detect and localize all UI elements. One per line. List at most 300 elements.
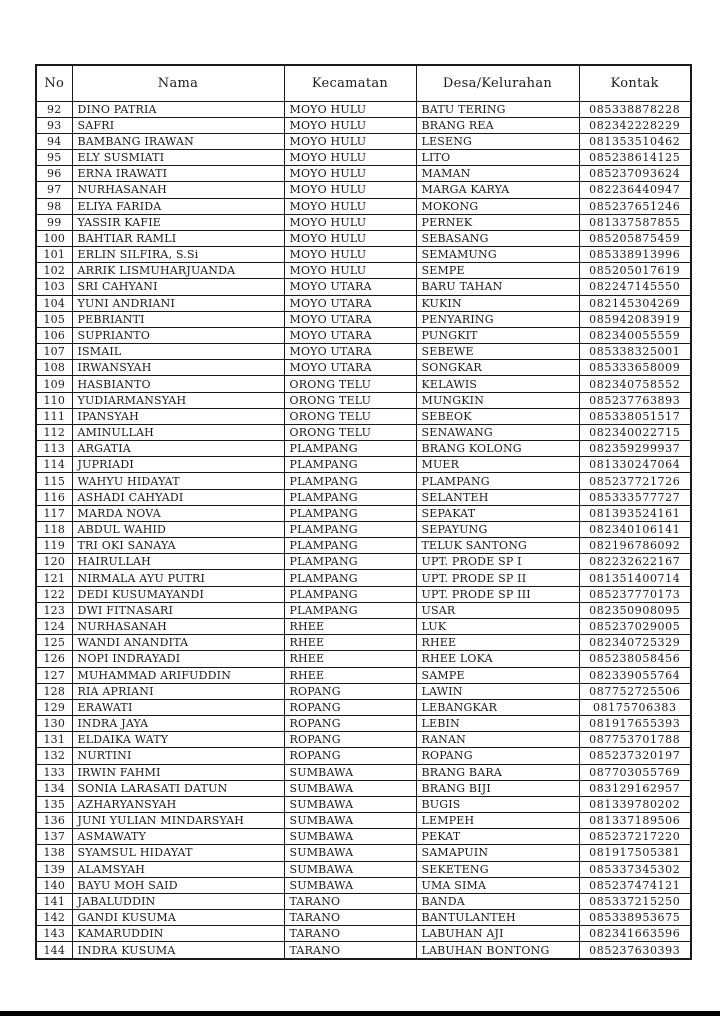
cell-nama: NURHASANAH <box>72 182 284 198</box>
cell-desa-kelurahan: SEMPE <box>416 263 579 279</box>
cell-kecamatan: PLAMPANG <box>284 441 416 457</box>
cell-no: 126 <box>36 651 72 667</box>
cell-no: 110 <box>36 392 72 408</box>
cell-nama: PEBRIANTI <box>72 311 284 327</box>
cell-kontak: 085338325001 <box>579 344 691 360</box>
cell-no: 109 <box>36 376 72 392</box>
cell-nama: KAMARUDDIN <box>72 926 284 942</box>
cell-kontak: 081337189506 <box>579 813 691 829</box>
table-row <box>36 910 691 926</box>
cell-kontak: 081917655393 <box>579 716 691 732</box>
cell-kecamatan: MOYO UTARA <box>284 327 416 343</box>
cell-kecamatan: ROPANG <box>284 683 416 699</box>
table-row <box>36 780 691 796</box>
cell-desa-kelurahan: SEMAMUNG <box>416 247 579 263</box>
cell-nama: TRI OKI SANAYA <box>72 538 284 554</box>
cell-kecamatan: RHEE <box>284 635 416 651</box>
table-row <box>36 473 691 489</box>
cell-no: 94 <box>36 133 72 149</box>
cell-kecamatan: PLAMPANG <box>284 570 416 586</box>
cell-desa-kelurahan: LEBIN <box>416 716 579 732</box>
table-row <box>36 796 691 812</box>
header-nama: Nama <box>72 65 284 101</box>
table-row <box>36 667 691 683</box>
cell-kecamatan: MOYO UTARA <box>284 311 416 327</box>
cell-kontak: 085237093624 <box>579 166 691 182</box>
cell-no: 134 <box>36 780 72 796</box>
cell-no: 99 <box>36 214 72 230</box>
header-desa-kelurahan: Desa/Kelurahan <box>416 65 579 101</box>
cell-desa-kelurahan: PENYARING <box>416 311 579 327</box>
cell-kontak: 082340106141 <box>579 521 691 537</box>
cell-kontak: 085333577727 <box>579 489 691 505</box>
cell-nama: INDRA KUSUMA <box>72 942 284 959</box>
cell-kecamatan: MOYO HULU <box>284 198 416 214</box>
cell-kecamatan: SUMBAWA <box>284 877 416 893</box>
cell-kontak: 087752725506 <box>579 683 691 699</box>
cell-kecamatan: ROPANG <box>284 699 416 715</box>
cell-nama: HASBIANTO <box>72 376 284 392</box>
cell-desa-kelurahan: PUNGKIT <box>416 327 579 343</box>
cell-kontak: 081330247064 <box>579 457 691 473</box>
cell-nama: BAYU MOH SAID <box>72 877 284 893</box>
cell-desa-kelurahan: SAMPE <box>416 667 579 683</box>
cell-nama: ELIYA FARIDA <box>72 198 284 214</box>
cell-desa-kelurahan: BANDA <box>416 893 579 909</box>
table-row <box>36 813 691 829</box>
cell-kecamatan: ORONG TELU <box>284 392 416 408</box>
table-row <box>36 327 691 343</box>
table-row <box>36 489 691 505</box>
cell-nama: ISMAIL <box>72 344 284 360</box>
cell-nama: ABDUL WAHID <box>72 521 284 537</box>
cell-no: 142 <box>36 910 72 926</box>
cell-kecamatan: MOYO HULU <box>284 117 416 133</box>
table-row <box>36 942 691 959</box>
cell-nama: SYAMSUL HIDAYAT <box>72 845 284 861</box>
table-row <box>36 166 691 182</box>
cell-kontak: 082145304269 <box>579 295 691 311</box>
cell-kontak: 085237763893 <box>579 392 691 408</box>
table-row <box>36 829 691 845</box>
cell-kontak: 082340022715 <box>579 424 691 440</box>
cell-desa-kelurahan: BARU TAHAN <box>416 279 579 295</box>
cell-kontak: 087703055769 <box>579 764 691 780</box>
table-row <box>36 295 691 311</box>
cell-kecamatan: PLAMPANG <box>284 489 416 505</box>
table-row <box>36 214 691 230</box>
table-row <box>36 150 691 166</box>
cell-kecamatan: MOYO HULU <box>284 150 416 166</box>
cell-nama: ERAWATI <box>72 699 284 715</box>
cell-kontak: 085338051517 <box>579 408 691 424</box>
cell-kontak: 085205875459 <box>579 230 691 246</box>
cell-no: 96 <box>36 166 72 182</box>
cell-no: 114 <box>36 457 72 473</box>
table-row <box>36 570 691 586</box>
cell-nama: WAHYU HIDAYAT <box>72 473 284 489</box>
cell-no: 129 <box>36 699 72 715</box>
table-row <box>36 457 691 473</box>
cell-kecamatan: MOYO HULU <box>284 133 416 149</box>
table-header <box>36 65 691 101</box>
cell-kecamatan: MOYO HULU <box>284 101 416 117</box>
cell-nama: ASHADI CAHYADI <box>72 489 284 505</box>
cell-desa-kelurahan: BRANG BIJI <box>416 780 579 796</box>
table-row <box>36 764 691 780</box>
cell-no: 135 <box>36 796 72 812</box>
cell-desa-kelurahan: SEPAKAT <box>416 505 579 521</box>
cell-desa-kelurahan: ROPANG <box>416 748 579 764</box>
cell-kontak: 081351400714 <box>579 570 691 586</box>
cell-nama: INDRA JAYA <box>72 716 284 732</box>
cell-nama: YUDIARMANSYAH <box>72 392 284 408</box>
table-row <box>36 893 691 909</box>
cell-desa-kelurahan: LEBANGKAR <box>416 699 579 715</box>
cell-kontak: 082350908095 <box>579 602 691 618</box>
cell-no: 143 <box>36 926 72 942</box>
cell-no: 104 <box>36 295 72 311</box>
cell-kecamatan: ROPANG <box>284 716 416 732</box>
cell-kecamatan: MOYO HULU <box>284 182 416 198</box>
cell-no: 137 <box>36 829 72 845</box>
cell-no: 100 <box>36 230 72 246</box>
cell-nama: JUPRIADI <box>72 457 284 473</box>
cell-desa-kelurahan: MUER <box>416 457 579 473</box>
cell-nama: WANDI ANANDITA <box>72 635 284 651</box>
contact-table <box>35 64 692 960</box>
cell-kecamatan: PLAMPANG <box>284 602 416 618</box>
cell-kontak: 082340055559 <box>579 327 691 343</box>
cell-kontak: 081353510462 <box>579 133 691 149</box>
cell-desa-kelurahan: RHEE <box>416 635 579 651</box>
cell-kecamatan: PLAMPANG <box>284 521 416 537</box>
cell-kecamatan: SUMBAWA <box>284 780 416 796</box>
cell-no: 120 <box>36 554 72 570</box>
cell-no: 107 <box>36 344 72 360</box>
table-row <box>36 602 691 618</box>
cell-nama: AMINULLAH <box>72 424 284 440</box>
cell-no: 119 <box>36 538 72 554</box>
cell-nama: ARRIK LISMUHARJUANDA <box>72 263 284 279</box>
table-row <box>36 748 691 764</box>
cell-kontak: 085237630393 <box>579 942 691 959</box>
table-row <box>36 247 691 263</box>
cell-kecamatan: TARANO <box>284 893 416 909</box>
cell-kecamatan: MOYO HULU <box>284 230 416 246</box>
cell-desa-kelurahan: MUNGKIN <box>416 392 579 408</box>
cell-nama: BAMBANG IRAWAN <box>72 133 284 149</box>
cell-kontak: 081337587855 <box>579 214 691 230</box>
header-kontak: Kontak <box>579 65 691 101</box>
cell-kontak: 085237651246 <box>579 198 691 214</box>
cell-no: 138 <box>36 845 72 861</box>
cell-no: 123 <box>36 602 72 618</box>
cell-desa-kelurahan: LESENG <box>416 133 579 149</box>
cell-no: 93 <box>36 117 72 133</box>
cell-nama: ERLIN SILFIRA, S.Si <box>72 247 284 263</box>
cell-kontak: 082340725329 <box>579 635 691 651</box>
cell-nama: JUNI YULIAN MINDARSYAH <box>72 813 284 829</box>
cell-desa-kelurahan: SEBEOK <box>416 408 579 424</box>
cell-nama: JABALUDDIN <box>72 893 284 909</box>
cell-kecamatan: SUMBAWA <box>284 813 416 829</box>
cell-nama: ASMAWATY <box>72 829 284 845</box>
cell-desa-kelurahan: PERNEK <box>416 214 579 230</box>
cell-desa-kelurahan: BUGIS <box>416 796 579 812</box>
cell-kecamatan: ROPANG <box>284 732 416 748</box>
cell-no: 113 <box>36 441 72 457</box>
cell-desa-kelurahan: LEMPEH <box>416 813 579 829</box>
table-row <box>36 360 691 376</box>
table-row <box>36 651 691 667</box>
cell-no: 130 <box>36 716 72 732</box>
cell-kecamatan: PLAMPANG <box>284 473 416 489</box>
cell-no: 95 <box>36 150 72 166</box>
cell-desa-kelurahan: PEKAT <box>416 829 579 845</box>
cell-kecamatan: RHEE <box>284 619 416 635</box>
cell-nama: BAHTIAR RAMLI <box>72 230 284 246</box>
cell-no: 101 <box>36 247 72 263</box>
cell-kontak: 082232622167 <box>579 554 691 570</box>
cell-kontak: 083129162957 <box>579 780 691 796</box>
cell-kontak: 082236440947 <box>579 182 691 198</box>
table-row <box>36 635 691 651</box>
cell-no: 116 <box>36 489 72 505</box>
cell-desa-kelurahan: UPT. PRODE SP II <box>416 570 579 586</box>
cell-desa-kelurahan: LUK <box>416 619 579 635</box>
cell-kecamatan: ORONG TELU <box>284 376 416 392</box>
cell-no: 131 <box>36 732 72 748</box>
cell-kecamatan: RHEE <box>284 667 416 683</box>
cell-kontak: 085237320197 <box>579 748 691 764</box>
cell-nama: MARDA NOVA <box>72 505 284 521</box>
cell-desa-kelurahan: BRANG REA <box>416 117 579 133</box>
table-row <box>36 538 691 554</box>
cell-nama: NOPI INDRAYADI <box>72 651 284 667</box>
cell-kontak: 085205017619 <box>579 263 691 279</box>
cell-kecamatan: SUMBAWA <box>284 796 416 812</box>
cell-kontak: 085942083919 <box>579 311 691 327</box>
cell-nama: NURTINI <box>72 748 284 764</box>
cell-nama: DWI FITNASARI <box>72 602 284 618</box>
cell-desa-kelurahan: UMA SIMA <box>416 877 579 893</box>
cell-desa-kelurahan: KELAWIS <box>416 376 579 392</box>
cell-no: 102 <box>36 263 72 279</box>
table-row <box>36 521 691 537</box>
cell-kontak: 082339055764 <box>579 667 691 683</box>
cell-desa-kelurahan: BRANG KOLONG <box>416 441 579 457</box>
cell-kecamatan: MOYO HULU <box>284 263 416 279</box>
cell-no: 103 <box>36 279 72 295</box>
cell-nama: IPANSYAH <box>72 408 284 424</box>
cell-kecamatan: PLAMPANG <box>284 505 416 521</box>
cell-nama: NURHASANAH <box>72 619 284 635</box>
cell-desa-kelurahan: MAMAN <box>416 166 579 182</box>
table-row <box>36 845 691 861</box>
cell-no: 141 <box>36 893 72 909</box>
table-row <box>36 441 691 457</box>
cell-desa-kelurahan: KUKIN <box>416 295 579 311</box>
cell-kontak: 085338878228 <box>579 101 691 117</box>
cell-kontak: 085237770173 <box>579 586 691 602</box>
cell-nama: ERNA IRAWATI <box>72 166 284 182</box>
cell-kecamatan: MOYO UTARA <box>284 344 416 360</box>
cell-kontak: 087753701788 <box>579 732 691 748</box>
cell-no: 117 <box>36 505 72 521</box>
cell-nama: HAIRULLAH <box>72 554 284 570</box>
table-row <box>36 877 691 893</box>
cell-no: 111 <box>36 408 72 424</box>
cell-kecamatan: ORONG TELU <box>284 408 416 424</box>
cell-kontak: 085333658009 <box>579 360 691 376</box>
cell-kecamatan: TARANO <box>284 910 416 926</box>
cell-no: 97 <box>36 182 72 198</box>
cell-kontak: 085338913996 <box>579 247 691 263</box>
table-row <box>36 182 691 198</box>
cell-nama: ARGATIA <box>72 441 284 457</box>
cell-kontak: 085237721726 <box>579 473 691 489</box>
table-row <box>36 408 691 424</box>
cell-desa-kelurahan: SEBEWE <box>416 344 579 360</box>
cell-kontak: 081339780202 <box>579 796 691 812</box>
cell-kontak: 085337345302 <box>579 861 691 877</box>
cell-kecamatan: MOYO UTARA <box>284 295 416 311</box>
cell-desa-kelurahan: TELUK SANTONG <box>416 538 579 554</box>
table-row <box>36 392 691 408</box>
cell-nama: SAFRI <box>72 117 284 133</box>
cell-nama: SONIA LARASATI DATUN <box>72 780 284 796</box>
cell-kontak: 081917505381 <box>579 845 691 861</box>
table-row <box>36 344 691 360</box>
table-row <box>36 861 691 877</box>
cell-no: 128 <box>36 683 72 699</box>
table-row <box>36 505 691 521</box>
cell-desa-kelurahan: UPT. PRODE SP I <box>416 554 579 570</box>
cell-kecamatan: SUMBAWA <box>284 764 416 780</box>
cell-nama: NIRMALA AYU PUTRI <box>72 570 284 586</box>
table-row <box>36 699 691 715</box>
cell-nama: DEDI KUSUMAYANDI <box>72 586 284 602</box>
cell-desa-kelurahan: BANTULANTEH <box>416 910 579 926</box>
cell-kecamatan: PLAMPANG <box>284 457 416 473</box>
cell-kontak: 081393524161 <box>579 505 691 521</box>
cell-kontak: 085337215250 <box>579 893 691 909</box>
cell-desa-kelurahan: SEPAYUNG <box>416 521 579 537</box>
cell-nama: IRWANSYAH <box>72 360 284 376</box>
cell-desa-kelurahan: USAR <box>416 602 579 618</box>
cell-desa-kelurahan: MOKONG <box>416 198 579 214</box>
cell-no: 132 <box>36 748 72 764</box>
scan-edge-bar <box>0 1011 720 1016</box>
table-row <box>36 263 691 279</box>
cell-no: 112 <box>36 424 72 440</box>
table-row <box>36 554 691 570</box>
cell-no: 118 <box>36 521 72 537</box>
cell-kecamatan: MOYO UTARA <box>284 279 416 295</box>
cell-no: 108 <box>36 360 72 376</box>
table-row <box>36 732 691 748</box>
cell-desa-kelurahan: RANAN <box>416 732 579 748</box>
cell-no: 106 <box>36 327 72 343</box>
cell-desa-kelurahan: SEBASANG <box>416 230 579 246</box>
table-row <box>36 279 691 295</box>
cell-kontak: 08175706383 <box>579 699 691 715</box>
cell-nama: GANDI KUSUMA <box>72 910 284 926</box>
cell-kontak: 085238058456 <box>579 651 691 667</box>
table-row <box>36 198 691 214</box>
cell-no: 92 <box>36 101 72 117</box>
cell-no: 115 <box>36 473 72 489</box>
cell-kontak: 085237029005 <box>579 619 691 635</box>
table-row <box>36 716 691 732</box>
cell-kecamatan: TARANO <box>284 926 416 942</box>
cell-desa-kelurahan: SENAWANG <box>416 424 579 440</box>
cell-desa-kelurahan: PLAMPANG <box>416 473 579 489</box>
cell-kontak: 085237474121 <box>579 877 691 893</box>
cell-nama: YUNI ANDRIANI <box>72 295 284 311</box>
cell-nama: MUHAMMAD ARIFUDDIN <box>72 667 284 683</box>
cell-kontak: 082342228229 <box>579 117 691 133</box>
cell-kecamatan: SUMBAWA <box>284 845 416 861</box>
cell-kecamatan: MOYO HULU <box>284 166 416 182</box>
cell-kontak: 082340758552 <box>579 376 691 392</box>
cell-no: 121 <box>36 570 72 586</box>
cell-kecamatan: ORONG TELU <box>284 424 416 440</box>
cell-kecamatan: SUMBAWA <box>284 829 416 845</box>
table-row <box>36 586 691 602</box>
cell-no: 98 <box>36 198 72 214</box>
header-no: No <box>36 65 72 101</box>
cell-desa-kelurahan: MARGA KARYA <box>416 182 579 198</box>
cell-nama: ELDAIKA WATY <box>72 732 284 748</box>
cell-no: 140 <box>36 877 72 893</box>
cell-nama: ALAMSYAH <box>72 861 284 877</box>
cell-desa-kelurahan: BATU TERING <box>416 101 579 117</box>
table-body <box>36 101 691 959</box>
cell-kecamatan: PLAMPANG <box>284 538 416 554</box>
table-row <box>36 683 691 699</box>
table-header-row <box>36 65 691 101</box>
cell-nama: YASSIR KAFIE <box>72 214 284 230</box>
cell-kontak: 082196786092 <box>579 538 691 554</box>
cell-kontak: 082341663596 <box>579 926 691 942</box>
cell-desa-kelurahan: LITO <box>416 150 579 166</box>
cell-kecamatan: TARANO <box>284 942 416 959</box>
cell-desa-kelurahan: SEKETENG <box>416 861 579 877</box>
cell-desa-kelurahan: UPT. PRODE SP III <box>416 586 579 602</box>
cell-desa-kelurahan: LABUHAN BONTONG <box>416 942 579 959</box>
cell-desa-kelurahan: SAMAPUIN <box>416 845 579 861</box>
cell-kecamatan: PLAMPANG <box>284 586 416 602</box>
cell-nama: AZHARYANSYAH <box>72 796 284 812</box>
table-row <box>36 133 691 149</box>
cell-nama: ELY SUSMIATI <box>72 150 284 166</box>
cell-kecamatan: MOYO HULU <box>284 214 416 230</box>
cell-kontak: 085237217220 <box>579 829 691 845</box>
cell-kontak: 082247145550 <box>579 279 691 295</box>
cell-no: 133 <box>36 764 72 780</box>
cell-no: 136 <box>36 813 72 829</box>
table-row <box>36 101 691 117</box>
table-row <box>36 117 691 133</box>
cell-kontak: 082359299937 <box>579 441 691 457</box>
cell-kontak: 085238614125 <box>579 150 691 166</box>
cell-desa-kelurahan: SONGKAR <box>416 360 579 376</box>
cell-no: 125 <box>36 635 72 651</box>
cell-nama: SUPRIANTO <box>72 327 284 343</box>
cell-desa-kelurahan: LAWIN <box>416 683 579 699</box>
